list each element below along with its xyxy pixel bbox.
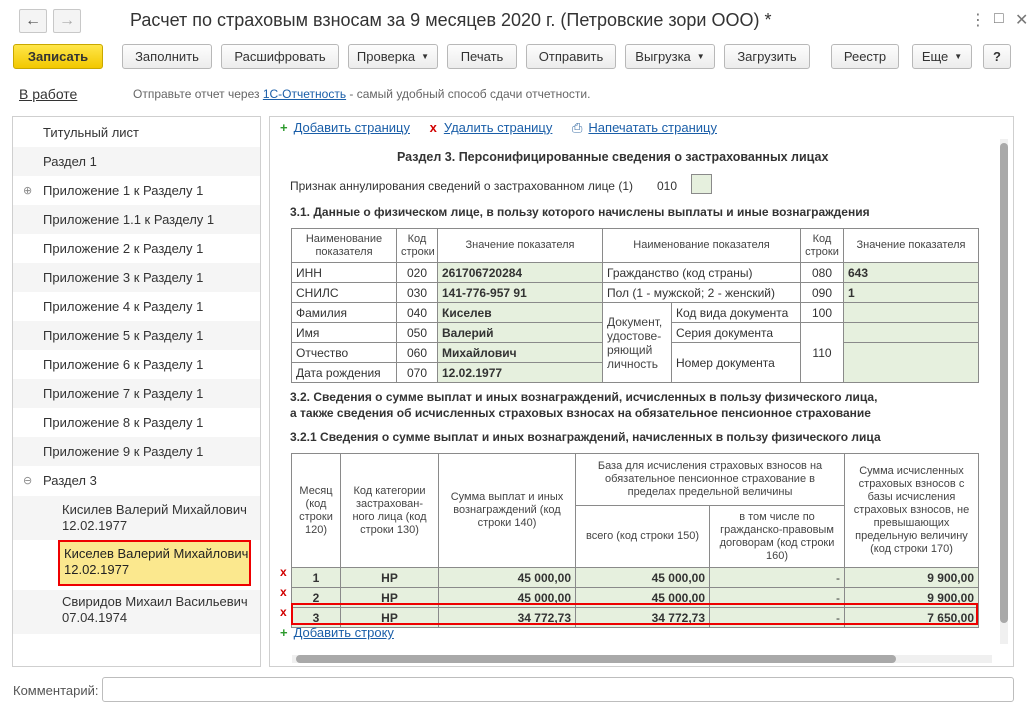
- more-label: Еще: [921, 49, 949, 64]
- decode-button[interactable]: Расшифровать: [221, 44, 339, 69]
- cancel-flag-input[interactable]: [691, 174, 712, 194]
- save-button[interactable]: Записать: [13, 44, 103, 69]
- row-code: 100: [801, 303, 844, 323]
- plus-icon: +: [280, 120, 288, 135]
- delete-icon: x: [429, 120, 437, 135]
- expand-icon[interactable]: ⊕: [23, 185, 33, 197]
- delete-page-link[interactable]: Удалить страницу: [443, 120, 553, 135]
- reporting-service-link[interactable]: 1С-Отчетность: [262, 87, 347, 101]
- check-label: Проверка: [356, 49, 416, 64]
- cancel-flag-label: Признак аннулирования сведений о застрахованном лице (1): [290, 179, 633, 193]
- print-page-link[interactable]: Напечатать страницу: [588, 120, 717, 135]
- doc-type-field[interactable]: [844, 303, 979, 323]
- printer-icon: ⎙: [572, 120, 583, 135]
- col-header: Наименование показателя: [603, 229, 801, 263]
- sidebar-item-appendix-6[interactable]: Приложение 6 к Разделу 1: [43, 357, 204, 372]
- person-date: 12.02.1977: [62, 518, 128, 533]
- delete-row-icon[interactable]: x: [280, 605, 287, 619]
- gender-field[interactable]: 1: [844, 283, 979, 303]
- subsection-3-2-title-cont: а также сведения об исчисленных страховых взносах на обязательное пенсионное страхование: [290, 406, 871, 420]
- sections-list: [12, 116, 261, 667]
- col-header: в том числе по гражданско-правовым договорам (код строки 160): [710, 506, 845, 568]
- row-label: Пол (1 - мужской; 2 - женский): [603, 283, 801, 303]
- sidebar-item-appendix-1-1[interactable]: Приложение 1.1 к Разделу 1: [13, 205, 260, 234]
- subsection-3-2-1-title: 3.2.1 Сведения о сумме выплат и иных вознаграждений, начисленных в пользу физического лица: [290, 430, 881, 444]
- row-code: 080: [801, 263, 844, 283]
- middle-name-field[interactable]: Михайлович: [438, 343, 603, 363]
- arrow-left-icon: ←: [25, 12, 41, 29]
- forward-button[interactable]: [53, 9, 81, 33]
- print-button[interactable]: Печать: [447, 44, 517, 69]
- row-code: 070: [397, 363, 438, 383]
- plus-icon: +: [280, 625, 288, 640]
- month-cell[interactable]: 1: [292, 568, 341, 588]
- col-header: Сумма исчисленных страховых взносов с базы исчисления страховых взносов, не превышающих предельную величину (код строки 170): [845, 454, 979, 568]
- export-button[interactable]: [625, 44, 715, 69]
- row-code: 040: [397, 303, 438, 323]
- category-cell[interactable]: НР: [341, 608, 439, 628]
- sidebar-item-appendix-7[interactable]: Приложение 7 к Разделу 1: [13, 379, 260, 408]
- base-cell[interactable]: 34 772,73: [576, 608, 710, 628]
- sidebar-item-appendix-8[interactable]: Приложение 8 к Разделу 1: [43, 415, 204, 430]
- subsection-3-1-title: 3.1. Данные о физическом лице, в пользу которого начислены выплаты и иные вознаграждения: [290, 205, 870, 219]
- base-cell[interactable]: 45 000,00: [576, 588, 710, 608]
- add-page-link[interactable]: Добавить страницу: [293, 120, 410, 135]
- sidebar-item-appendix-3[interactable]: Приложение 3 к Разделу 1: [13, 263, 260, 292]
- sidebar-item-section-1[interactable]: Раздел 1: [13, 147, 260, 176]
- section-title: Раздел 3. Персонифицированные сведения о застрахованных лицах: [397, 150, 829, 164]
- col-header: База для исчисления страховых взносов на обязательное пенсионное страхование в пределах предельной величины: [576, 454, 845, 506]
- col-header: Код строки: [801, 229, 844, 263]
- row-label: Номер документа: [672, 343, 801, 383]
- import-button[interactable]: Загрузить: [724, 44, 810, 69]
- category-cell[interactable]: НР: [341, 588, 439, 608]
- cancel-flag-code: 010: [657, 179, 678, 193]
- row-label: Имя: [292, 323, 397, 343]
- doc-series-field[interactable]: [844, 323, 979, 343]
- payments-table: [291, 453, 979, 628]
- col-header: Код категории застрахован-ного лица (код строки 130): [341, 454, 439, 568]
- delete-row-icon[interactable]: x: [280, 585, 287, 599]
- birth-date-field[interactable]: 12.02.1977: [438, 363, 603, 383]
- table-row: [292, 588, 979, 608]
- comment-input[interactable]: [102, 677, 1014, 702]
- row-code: 090: [801, 283, 844, 303]
- dropdown-arrow-icon: ▼: [954, 52, 963, 61]
- status-link[interactable]: В работе: [19, 86, 78, 102]
- report-form-panel: [269, 116, 1014, 667]
- col-header: Наименование показателя: [292, 229, 397, 263]
- col-header: Код строки: [397, 229, 438, 263]
- table-row: [292, 568, 979, 588]
- col-header: Значение показателя: [438, 229, 603, 263]
- col-header: Месяц (код строки 120): [292, 454, 341, 568]
- sum-cell[interactable]: 34 772,73: [439, 608, 576, 628]
- contrib-cell[interactable]: 9 900,00: [845, 588, 979, 608]
- sidebar-item-label: Раздел 3: [43, 473, 97, 488]
- more-button[interactable]: [912, 44, 972, 69]
- registry-button[interactable]: Реестр: [831, 44, 899, 69]
- export-label: Выгрузка: [635, 49, 691, 64]
- sidebar-item-appendix-2[interactable]: Приложение 2 к Разделу 1: [43, 241, 204, 256]
- row-code: 020: [397, 263, 438, 283]
- collapse-icon[interactable]: ⊖: [23, 475, 33, 487]
- more-menu-icon[interactable]: ⋮: [970, 12, 986, 29]
- comment-label: Комментарий:: [13, 683, 99, 698]
- fill-button[interactable]: Заполнить: [122, 44, 212, 69]
- arrow-right-icon: →: [59, 12, 75, 29]
- sidebar-item-appendix-9[interactable]: Приложение 9 к Разделу 1: [13, 437, 260, 466]
- row-code: 050: [397, 323, 438, 343]
- add-row-action: [280, 625, 394, 640]
- row-code: 060: [397, 343, 438, 363]
- status-message: [133, 87, 590, 101]
- open-window-icon[interactable]: □: [994, 10, 1004, 27]
- inn-field[interactable]: 261706720284: [438, 263, 603, 283]
- add-row-link[interactable]: Добавить строку: [293, 625, 394, 640]
- sidebar-item-appendix-1[interactable]: [13, 176, 260, 205]
- col-header: Значение показателя: [844, 229, 979, 263]
- person-date: 12.02.1977: [64, 562, 130, 577]
- row-label: ИНН: [292, 263, 397, 283]
- sum-cell[interactable]: 45 000,00: [439, 588, 576, 608]
- person-name: Свиридов Михаил Васильевич: [62, 594, 248, 609]
- person-date: 07.04.1974: [62, 610, 128, 625]
- month-cell[interactable]: 3: [292, 608, 341, 628]
- snils-field[interactable]: 141-776-957 91: [438, 283, 603, 303]
- sidebar-item-appendix-5[interactable]: Приложение 5 к Разделу 1: [13, 321, 260, 350]
- row-label: Дата рождения: [292, 363, 397, 383]
- page-actions: [280, 120, 717, 136]
- contrib-cell[interactable]: 7 650,00: [845, 608, 979, 628]
- row-code: 030: [397, 283, 438, 303]
- person-item[interactable]: [13, 590, 260, 634]
- row-label: Серия документа: [672, 323, 801, 343]
- person-item-selected[interactable]: [58, 540, 251, 586]
- base-cell[interactable]: 45 000,00: [576, 568, 710, 588]
- row-code: 110: [801, 323, 844, 383]
- row-label: СНИЛС: [292, 283, 397, 303]
- contrib-cell[interactable]: 9 900,00: [845, 568, 979, 588]
- status-text-after: - самый удобный способ сдачи отчетности.: [346, 87, 591, 101]
- horizontal-scroll-thumb[interactable]: [296, 655, 896, 663]
- category-cell[interactable]: НР: [341, 568, 439, 588]
- table-row-selected: [292, 608, 979, 628]
- delete-row-icon[interactable]: x: [280, 565, 287, 579]
- row-label: Отчество: [292, 343, 397, 363]
- subsection-3-2-title: 3.2. Сведения о сумме выплат и иных вознаграждений, исчисленных в пользу физического лица,: [290, 390, 878, 404]
- sidebar-item-section-3[interactable]: [13, 466, 260, 495]
- civil-cell[interactable]: -: [710, 608, 845, 628]
- status-text-before: Отправьте отчет через: [133, 87, 263, 101]
- civil-cell[interactable]: -: [710, 588, 845, 608]
- col-header: всего (код строки 150): [576, 506, 710, 568]
- first-name-field[interactable]: Валерий: [438, 323, 603, 343]
- person-name: Кисилев Валерий Михайлович: [62, 502, 247, 517]
- person-item[interactable]: [13, 496, 260, 540]
- close-icon[interactable]: ✕: [1015, 12, 1029, 29]
- window-title: Расчет по страховым взносам за 9 месяцев 2020 г. (Петровские зори ООО) *: [130, 10, 772, 30]
- citizenship-field[interactable]: 643: [844, 263, 979, 283]
- sidebar-item-label: Приложение 1 к Разделу 1: [43, 183, 204, 198]
- dropdown-arrow-icon: ▼: [421, 52, 430, 61]
- help-button[interactable]: ?: [983, 44, 1011, 69]
- doc-label: Документ, удостове-ряющий личность: [603, 303, 672, 383]
- civil-cell[interactable]: -: [710, 568, 845, 588]
- sum-cell[interactable]: 45 000,00: [439, 568, 576, 588]
- dropdown-arrow-icon: ▼: [696, 52, 705, 61]
- row-label: Код вида документа: [672, 303, 801, 323]
- check-button[interactable]: [348, 44, 438, 69]
- person-data-table: [291, 228, 979, 383]
- person-name: Киселев Валерий Михайлович: [64, 546, 249, 561]
- send-button[interactable]: Отправить: [526, 44, 616, 69]
- row-label: Гражданство (код страны): [603, 263, 801, 283]
- vertical-scroll-thumb[interactable]: [1000, 143, 1008, 623]
- row-label: Фамилия: [292, 303, 397, 323]
- last-name-field[interactable]: Киселев: [438, 303, 603, 323]
- back-button[interactable]: [19, 9, 47, 33]
- sidebar-item-title-page[interactable]: Титульный лист: [43, 125, 140, 140]
- col-header: Сумма выплат и иных вознаграждений (код строки 140): [439, 454, 576, 568]
- doc-number-field[interactable]: [844, 343, 979, 383]
- sidebar-item-appendix-4[interactable]: Приложение 4 к Разделу 1: [43, 299, 204, 314]
- month-cell[interactable]: 2: [292, 588, 341, 608]
